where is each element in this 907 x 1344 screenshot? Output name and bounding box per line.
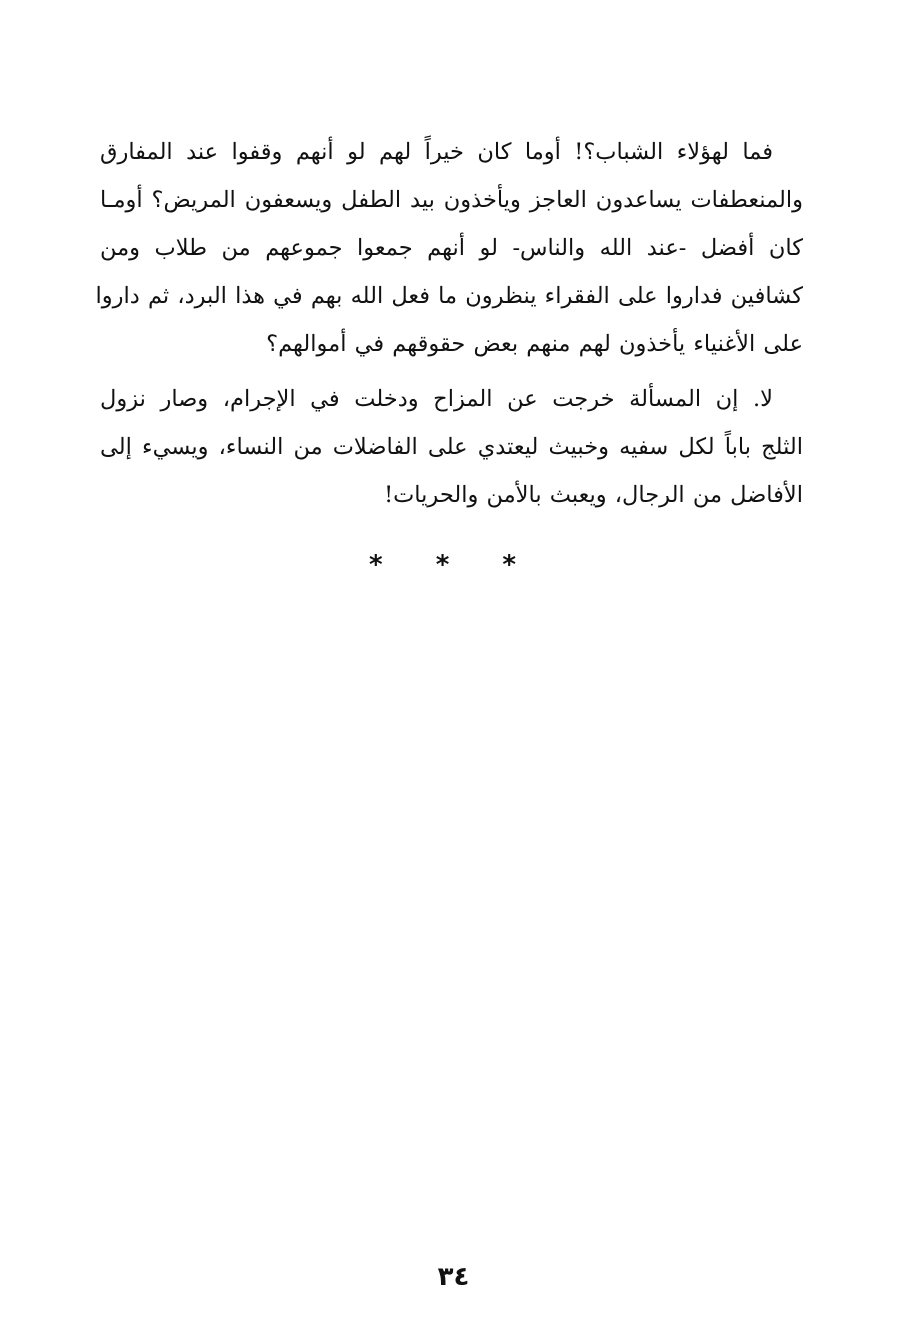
paragraph-2-line-2: الثلج باباً لكل سفيه وخبيث ليعتدي على الفاضلات من النساء، ويسيء إلى <box>100 434 803 460</box>
paragraph-2-line-3: الأفاضل من الرجال، ويعبث بالأمن والحريات! <box>384 482 803 508</box>
paragraph-1-line-5: على الأغنياء يأخذون لهم منهم بعض حقوقهم في أموالهم؟ <box>266 331 803 357</box>
paragraph-1-line-4: كشافين فداروا على الفقراء ينظرون ما فعل الله بهم في هذا البرد، ثم داروا <box>95 283 803 309</box>
paragraph-1-line-2: والمنعطفات يساعدون العاجز ويأخذون بيد الطفل ويسعفون المريض؟ أومـا <box>100 187 803 213</box>
paragraph-1-line-1: فما لهؤلاء الشباب؟! أوما كان خيراً لهم لو أنهم وقفوا عند المفارق <box>100 139 773 165</box>
paragraph-1 <box>95 128 803 368</box>
page-number: ٣٤ <box>437 1262 470 1292</box>
paragraph-1-line-3: كان أفضل -عند الله والناس- لو أنهم جمعوا جموعهم من طلاب ومن <box>100 235 803 261</box>
section-separator: * * * <box>369 550 538 580</box>
paragraph-2 <box>100 375 803 519</box>
paragraph-2-line-1: لا. إن المسألة خرجت عن المزاح ودخلت في الإجرام، وصار نزول <box>100 386 773 412</box>
